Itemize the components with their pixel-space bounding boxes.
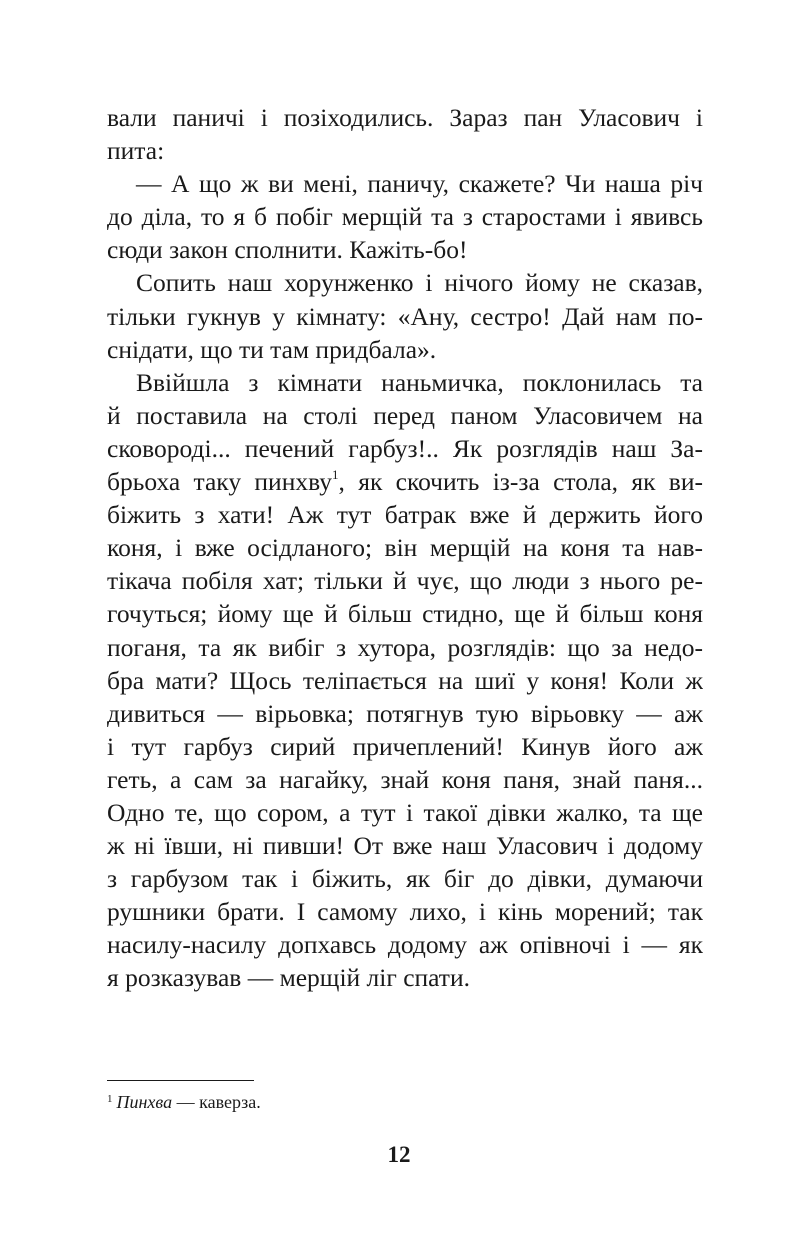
body-text [107, 101, 703, 995]
footnote [107, 1087, 261, 1114]
text-line [107, 961, 703, 994]
line-text: тільки гукнув у кімнату: «Ану, сестро! Дай нам по- [107, 301, 703, 331]
footnote-mark: 1 [107, 1093, 113, 1105]
line-text: рушники брати. І самому лихо, і кінь морений; так [107, 897, 703, 927]
line-text: бра мати? Щось теліпається на шиї у коня! Коли ж [107, 665, 703, 695]
line-text: дивиться — вірьовка; потягнув тую вірьовку — аж [107, 698, 703, 728]
text-line [107, 597, 703, 630]
text-line [107, 631, 703, 664]
text-line [107, 134, 703, 167]
text-line [107, 432, 703, 465]
text-line [107, 399, 703, 432]
text-line [107, 564, 703, 597]
line-text: вали паничі і позіходились. Зараз пан Уласович і [107, 103, 703, 132]
line-text: біжить з хати! Аж тут батрак вже й держить його [107, 500, 703, 530]
line-text: і тут гарбуз сирий причеплений! Кинув його аж [107, 731, 703, 761]
footnote-divider [107, 1080, 254, 1081]
line-text: сковороді... печений гарбуз!.. Як розглядів наш За- [107, 433, 703, 463]
text-line [107, 895, 703, 928]
line-text: з гарбузом так і біжить, як біг до дівки, думаючи [107, 864, 703, 894]
line-text-continued: , як скочить із-за стола, як ви- [338, 467, 703, 497]
text-line [107, 465, 703, 498]
line-text: ж ні ївши, ні пивши! От вже наш Уласович і додому [107, 831, 703, 861]
line-text: Сопить наш хорунженко і нічого йому не сказав, [136, 268, 703, 298]
text-line [107, 796, 703, 829]
line-text: я розказував — мерщій ліг спати. [107, 963, 470, 993]
text-line [107, 664, 703, 697]
footnote-definition: — каверза. [172, 1092, 261, 1112]
text-line [107, 697, 703, 730]
line-text: геть, а сам за нагайку, знай коня паня, знай паня... [107, 764, 703, 794]
text-line [107, 333, 703, 366]
line-text: до діла, то я б побіг мерщій та з старостами і явивсь [107, 202, 703, 232]
line-text: Ввійшла з кімнати наньмичка, поклонилась та [136, 367, 703, 397]
text-line [107, 862, 703, 895]
page-number: 12 [387, 1142, 411, 1167]
text-line [107, 829, 703, 862]
text-line [107, 167, 703, 200]
footnote-term: Пинхва [116, 1092, 173, 1112]
text-line [107, 730, 703, 763]
line-text: гочуться; йому ще й більш стидно, ще й більш коня [107, 599, 703, 629]
text-line [107, 233, 703, 266]
text-line [107, 266, 703, 299]
text-line [107, 763, 703, 796]
line-text: поганя, та як вибіг з хутора, розглядів: що за недо- [107, 632, 703, 662]
line-text: сюди закон сполнити. Кажіть-бо! [107, 235, 468, 265]
line-text: тікача побіля хат; тільки й чує, що люди з нього ре- [107, 566, 703, 596]
line-text: пита: [107, 136, 165, 166]
text-line [107, 531, 703, 564]
line-text: коня, і вже осідланого; він мерщій на коня та нав- [107, 533, 703, 563]
text-line [107, 498, 703, 531]
text-line [107, 366, 703, 399]
line-text: брьоха таку пинхву [107, 467, 333, 497]
text-line [107, 928, 703, 961]
text-line [107, 300, 703, 333]
line-text: й поставила на столі перед паном Уласовичем на [107, 400, 703, 430]
text-line [107, 200, 703, 233]
line-text: — А що ж ви мені, паничу, скажете? Чи наша річ [136, 169, 703, 199]
line-text: насилу-насилу допхавсь додому аж опівночі і — як [107, 930, 703, 960]
line-text: Одно те, що сором, а тут і такої дівки жалко, та ще [107, 797, 703, 827]
footnote-reference: 1 [332, 467, 339, 483]
text-line [107, 101, 703, 134]
line-text: снідати, що ти там придбала». [107, 334, 437, 364]
